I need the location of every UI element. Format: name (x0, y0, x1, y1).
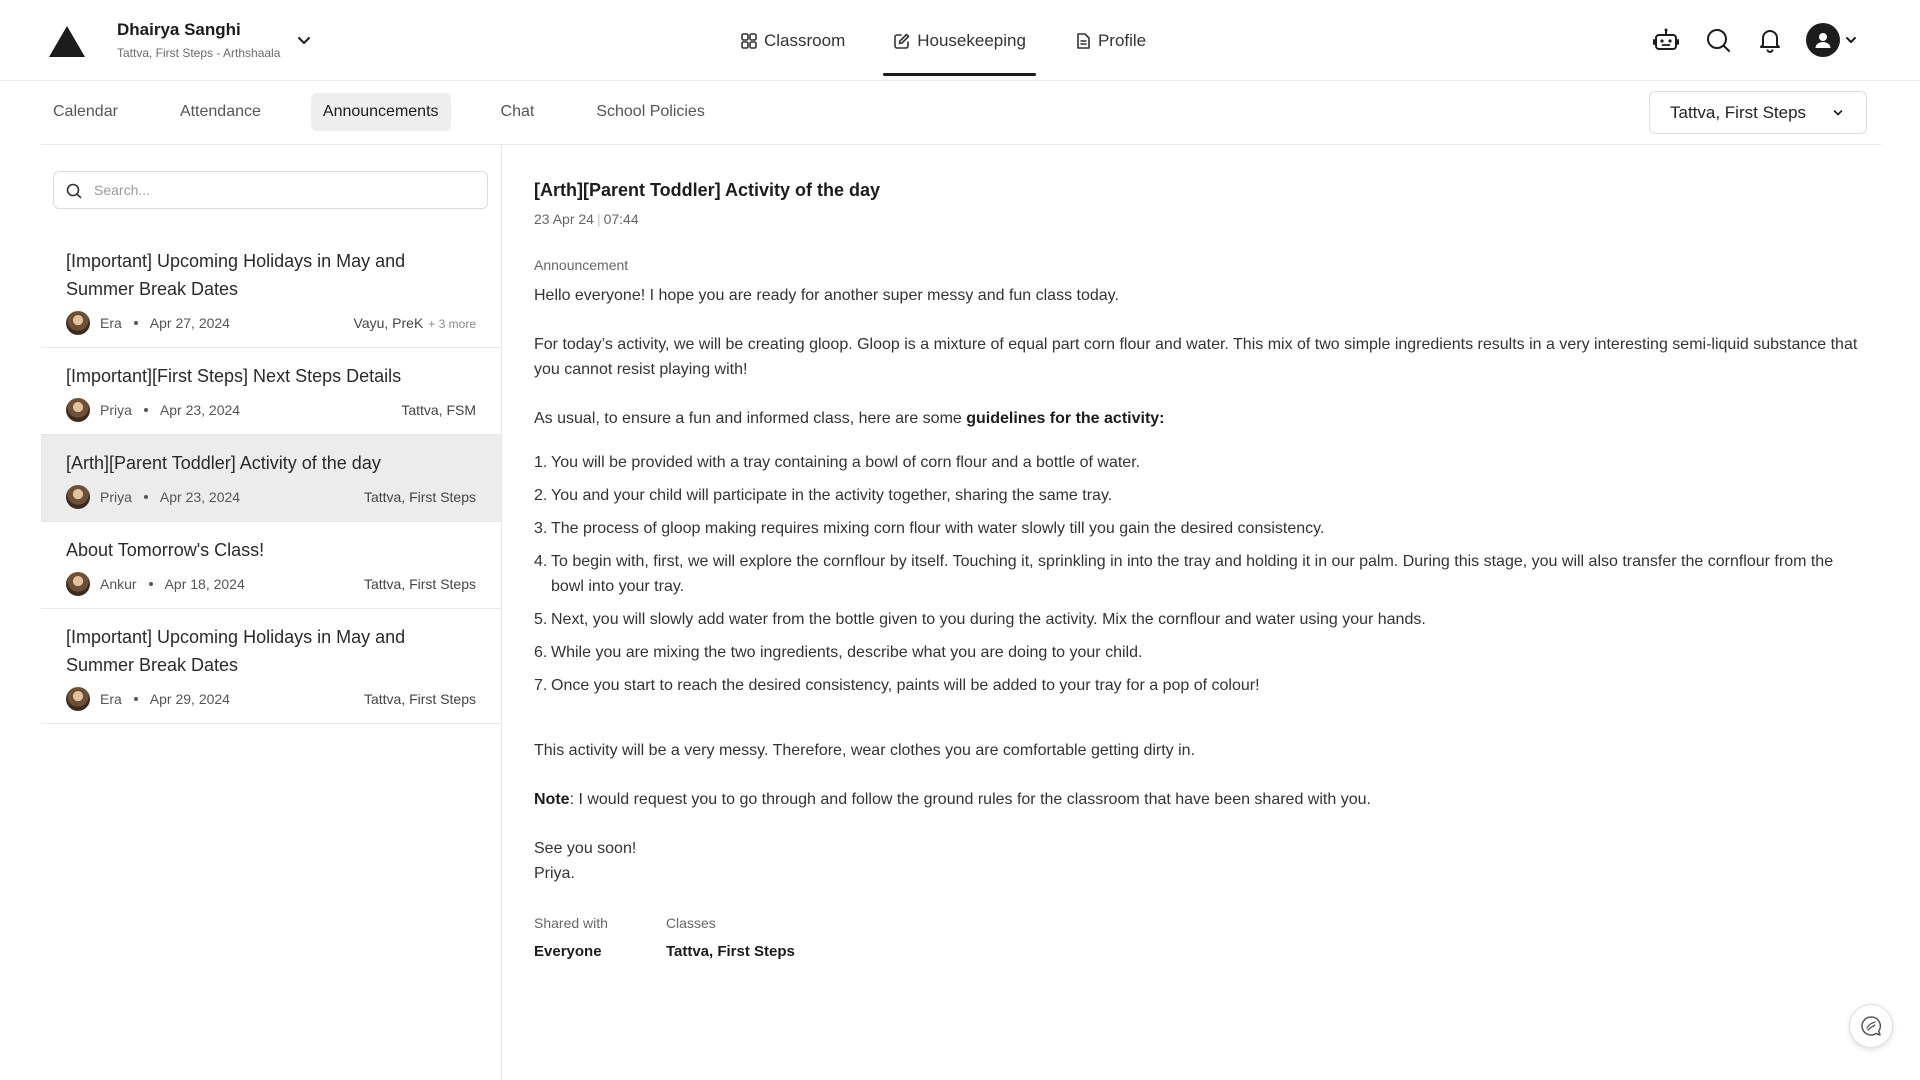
announcement-classes: Tattva, FSM (401, 402, 476, 418)
announcement-author: Era (100, 691, 122, 707)
detail-title: [Arth][Parent Toddler] Activity of the day (534, 180, 881, 200)
shared-with-label: Shared with (534, 915, 608, 931)
avatar (66, 572, 90, 596)
guideline-step (534, 549, 1868, 599)
guideline-step (534, 450, 1868, 475)
detail-datetime (534, 211, 639, 227)
avatar (66, 485, 90, 509)
announcement-list (41, 233, 501, 724)
announcement-author: Priya (100, 489, 132, 505)
detail-date: 23 Apr 24 (534, 211, 594, 227)
tab-school-policies[interactable]: School Policies (596, 103, 705, 120)
detail-guidelines-intro (534, 406, 1868, 431)
detail-type-label: Announcement (534, 257, 629, 273)
separator-dot (134, 321, 138, 325)
detail-body (534, 283, 1868, 910)
classes-value: Tattva, First Steps (665, 943, 795, 960)
search-input[interactable] (94, 172, 479, 208)
announcement-title: [Important] Upcoming Holidays in May and Summer Break Dates (66, 251, 406, 299)
list-item[interactable] (41, 348, 501, 435)
nav-housekeeping-label: Housekeeping (917, 30, 1026, 50)
announcement-date: Apr 23, 2024 (159, 402, 241, 418)
detail-time: 07:44 (603, 211, 639, 227)
step-number: 7. (534, 677, 548, 694)
announcement-date: Apr 23, 2024 (159, 489, 241, 505)
nav-classroom[interactable] (730, 0, 855, 81)
detail-messy-note: This activity will be a very messy. Therefore, wear clothes you are comfortable getting dirty in. (534, 742, 1196, 759)
assistant-button[interactable] (1646, 20, 1686, 60)
step-text: The process of gloop making requires mixing corn flour with water slowly till you gain the desired consistency. (551, 520, 1325, 537)
list-item-selected[interactable] (41, 435, 501, 522)
guideline-steps (534, 450, 1868, 698)
bell-icon (1757, 27, 1783, 53)
chevron-down-icon (1832, 107, 1844, 119)
note-label: Note (534, 791, 570, 808)
note-text: : I would request you to go through and follow the ground rules for the classroom that have been shared with you. (569, 791, 1371, 808)
step-number: 1. (534, 454, 548, 471)
announcement-title: About Tomorrow's Class! (66, 540, 265, 560)
edit-icon (893, 32, 911, 50)
separator-dot (144, 495, 148, 499)
tab-chat[interactable]: Chat (500, 103, 535, 120)
announcement-meta (66, 398, 476, 422)
subtabs (41, 93, 755, 131)
step-number: 6. (534, 644, 548, 661)
step-text: Next, you will slowly add water from the bottle given to you during the activity. Mix the cornflour and water using your hands. (551, 611, 1426, 628)
announcement-classes: Tattva, First Steps (363, 576, 476, 592)
classes-label: Classes (665, 915, 716, 931)
nav-profile[interactable] (1064, 0, 1156, 81)
announcement-author: Ankur (100, 576, 137, 592)
detail-greeting: Hello everyone! I hope you are ready for another super messy and fun class today. (534, 287, 1119, 304)
guideline-step (534, 483, 1868, 508)
grid-icon (740, 32, 758, 50)
tab-attendance[interactable]: Attendance (179, 103, 261, 120)
avatar (66, 311, 90, 335)
detail-sharing-info (534, 915, 853, 960)
announcement-title: [Important] Upcoming Holidays in May and Summer Break Dates (66, 627, 406, 675)
step-number: 3. (534, 520, 548, 537)
separator-dot (149, 582, 153, 586)
notifications-button[interactable] (1750, 20, 1790, 60)
step-text: While you are mixing the two ingredients, describe what you are doing to your child. (551, 644, 1143, 661)
announcement-more-classes: + 3 more (428, 317, 476, 331)
announcement-list-panel (41, 145, 502, 1080)
avatar (66, 398, 90, 422)
guideline-step (534, 516, 1868, 541)
guidelines-prefix: As usual, to ensure a fun and informed class, here are some (534, 410, 967, 427)
signoff-line-1: See you soon! (534, 840, 637, 857)
robot-icon (1653, 27, 1679, 53)
announcement-meta (66, 687, 476, 711)
header-actions (1634, 20, 1858, 60)
guideline-step (534, 673, 1868, 698)
search-icon (66, 183, 82, 199)
announcement-meta (66, 572, 476, 596)
announcement-classes (354, 315, 476, 331)
chevron-down-icon (1844, 33, 1858, 47)
search-button[interactable] (1698, 20, 1738, 60)
document-icon (1074, 32, 1092, 50)
class-selector[interactable] (1649, 91, 1867, 134)
help-chat-button[interactable] (1849, 1004, 1893, 1048)
nav-housekeeping[interactable] (883, 0, 1036, 81)
step-text: Once you start to reach the desired consistency, paints will be added to your tray for a pop of colour! (551, 677, 1260, 694)
account-menu-button[interactable] (1806, 23, 1858, 57)
search-icon (1705, 27, 1731, 53)
announcement-author: Priya (100, 402, 132, 418)
step-text: You and your child will participate in the activity together, sharing the same tray. (551, 487, 1113, 504)
announcement-title: [Arth][Parent Toddler] Activity of the day (66, 453, 381, 473)
detail-intro: For today’s activity, we will be creating gloop. Gloop is a mixture of equal part corn flour and water. This mix of two simple ingredients results in a very interesting semi-liquid substance that you cannot resist playing with! (534, 336, 1858, 378)
classes-group (666, 915, 795, 960)
shared-with-group (534, 915, 608, 960)
main-nav (730, 0, 1184, 81)
signoff-line-2: Priya. (534, 865, 575, 882)
announcement-date: Apr 29, 2024 (149, 691, 230, 707)
logo-icon[interactable] (48, 24, 86, 58)
user-name: Dhairya Sanghi (117, 20, 241, 39)
announcement-meta (66, 311, 476, 335)
tab-calendar[interactable]: Calendar (53, 103, 118, 120)
announcement-classes: Tattva, First Steps (363, 489, 476, 505)
announcement-classes-label: Vayu, PreK (353, 315, 424, 331)
user-info[interactable] (117, 20, 280, 60)
guidelines-heading: guidelines for the activity: (966, 410, 1165, 427)
tab-announcements[interactable]: Announcements (311, 93, 451, 131)
chat-bubble-icon (1859, 1014, 1883, 1038)
step-number: 4. (534, 553, 548, 570)
step-number: 5. (534, 611, 548, 628)
list-item[interactable] (41, 522, 501, 609)
user-avatar-icon (1806, 23, 1840, 57)
announcement-meta (66, 485, 476, 509)
announcement-classes: Tattva, First Steps (363, 691, 476, 707)
list-item[interactable] (41, 233, 501, 348)
guideline-step (534, 607, 1868, 632)
nav-classroom-label: Classroom (764, 30, 846, 50)
step-number: 2. (534, 487, 548, 504)
step-text: To begin with, first, we will explore the cornflour by itself. Touching it, sprinkling in into the tray and holding it in our palm. During this stage, you will also transfer the cornflour from the bowl into your tray. (551, 553, 1834, 595)
step-text: You will be provided with a tray containing a bowl of corn flour and a bottle of water. (551, 454, 1141, 471)
detail-signoff (534, 836, 1868, 886)
announcement-date: Apr 18, 2024 (164, 576, 245, 592)
top-header (0, 0, 1920, 81)
class-selector-value: Tattva, First Steps (1670, 102, 1807, 122)
separator-dot (144, 408, 148, 412)
detail-note (534, 787, 1868, 812)
announcement-title: [Important][First Steps] Next Steps Details (66, 366, 402, 386)
search-box (53, 171, 488, 209)
announcement-date: Apr 27, 2024 (149, 315, 230, 331)
guideline-step (534, 640, 1868, 665)
nav-profile-label: Profile (1097, 30, 1147, 50)
avatar (66, 687, 90, 711)
list-item[interactable] (41, 609, 501, 724)
datetime-separator: | (596, 211, 601, 227)
sub-navigation (41, 81, 1881, 145)
announcement-author: Era (100, 315, 122, 331)
separator-dot (134, 697, 138, 701)
user-subtitle: Tattva, First Steps - Arthshaala (117, 46, 281, 60)
shared-with-value: Everyone (534, 943, 602, 960)
chevron-down-icon[interactable] (295, 31, 313, 49)
